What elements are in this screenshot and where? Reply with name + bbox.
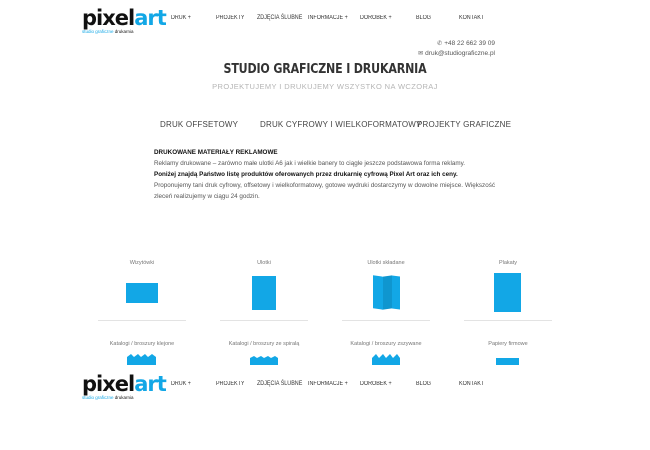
stapled-catalog-icon (372, 353, 400, 365)
flyer-icon (252, 276, 276, 310)
folded-flyer-icon-2 (383, 275, 392, 309)
page-title: STUDIO GRAFICZNE I DRUKARNIA (223, 62, 427, 77)
nav-informacje[interactable]: INFORMACJE + (308, 15, 348, 21)
divider (464, 320, 552, 321)
product-label: Plakaty (498, 260, 518, 266)
letterhead-icon (496, 358, 519, 365)
sticky-nav-projekty[interactable]: PROJEKTY (216, 381, 245, 387)
sticky-nav-zdjecia-slubne[interactable]: ZDJĘCIA ŚLUBNE (257, 381, 303, 387)
contact-email[interactable]: ✉ druk@studiograficzne.pl (418, 50, 495, 57)
contact-phone[interactable]: ✆ +48 22 662 39 09 (437, 40, 495, 47)
phone-icon: ✆ (437, 41, 443, 47)
product-label: Ulotki (257, 260, 271, 266)
logo-wordmark: pixelart (82, 6, 166, 30)
product-card-plakaty[interactable] (448, 260, 568, 268)
spiral-catalog-icon (250, 354, 278, 365)
page-subtitle: PROJEKTUJEMY I DRUKUJEMY WSZYSTKO NA WCZORAJ (212, 82, 438, 91)
divider (220, 320, 308, 321)
nav-druk[interactable]: DRUK + (171, 15, 191, 21)
product-label: Ulotki składane (367, 260, 405, 266)
logo-tagline: studio graficzne drukarnia (82, 29, 134, 34)
sticky-nav-kontakt[interactable]: KONTAKT (459, 381, 485, 387)
nav-projekty[interactable]: PROJEKTY (216, 15, 245, 21)
product-label: Wizytówki (129, 260, 155, 266)
tab-druk-cyfrowy[interactable]: DRUK CYFROWY I WIELKOFORMATOWY (260, 120, 422, 129)
poster-icon (494, 273, 521, 312)
product-card-ulotki-skladane[interactable] (326, 260, 446, 268)
product-label: Katalogi / broszury zszywane (350, 341, 422, 347)
product-card-ulotki[interactable] (204, 260, 324, 268)
intro-paragraph-1: Reklamy drukowane – zarówno małe ulotki A6 jak i wielkie banery to ciągle jeszcze podstawowa forma reklamy. (154, 160, 466, 167)
sticky-nav-druk[interactable]: DRUK + (171, 381, 191, 387)
logo-wordmark: pixelart (82, 372, 166, 396)
folded-flyer-icon-3 (392, 275, 400, 309)
product-label: Katalogi / broszury klejone (109, 341, 175, 347)
sticky-nav-blog[interactable]: BLOG (416, 381, 432, 387)
product-card-katalogi-klejone[interactable] (82, 341, 202, 349)
logo-tagline: studio graficzne drukarnia (82, 395, 134, 400)
intro-paragraph-3: Proponujemy tani druk cyfrowy, offsetowy i wielkoformatowy, gotowe wydruki dostarczymy w dowolne miejsce. Większość zleceń realizujemy w ciągu 24 godzin. (154, 182, 495, 200)
main-nav (160, 15, 500, 27)
nav-zdjecia-slubne[interactable]: ZDJĘCIA ŚLUBNE (257, 15, 303, 21)
glued-catalog-icon (127, 353, 156, 365)
sticky-nav-informacje[interactable]: INFORMACJE + (308, 381, 348, 387)
tab-druk-offsetowy[interactable]: DRUK OFFSETOWY (160, 120, 239, 129)
product-card-katalogi-spirala[interactable] (204, 341, 324, 349)
nav-blog[interactable]: BLOG (416, 15, 432, 21)
divider (98, 320, 186, 321)
business-card-icon (126, 283, 158, 303)
sticky-nav (160, 381, 500, 393)
folded-flyer-icon (373, 275, 383, 309)
product-card-wizytowki[interactable] (82, 260, 202, 268)
contact-info (418, 39, 495, 59)
logo-link[interactable] (82, 8, 166, 35)
product-label: Papiery firmowe (488, 341, 528, 347)
section-heading: DRUKOWANE MATERIAŁY REKLAMOWE (154, 149, 278, 156)
sticky-logo-link[interactable] (82, 374, 166, 401)
envelope-icon: ✉ (418, 51, 424, 57)
product-card-papiery-firmowe[interactable] (448, 341, 568, 349)
divider (342, 320, 430, 321)
intro-paragraph-2: Poniżej znajdą Państwo listę produktów oferowanych przez drukarnię cyfrową Pixel Art oraz ich ceny. (154, 171, 458, 178)
sticky-nav-dorobek[interactable]: DOROBEK + (360, 381, 392, 387)
nav-dorobek[interactable]: DOROBEK + (360, 15, 392, 21)
tab-projekty-graficzne[interactable]: PROJEKTY GRAFICZNE (417, 120, 512, 129)
product-label: Katalogi / broszury ze spiralą (228, 341, 300, 347)
nav-kontakt[interactable]: KONTAKT (459, 15, 485, 21)
product-card-katalogi-zszywane[interactable] (326, 341, 446, 349)
intro-text (154, 147, 495, 202)
